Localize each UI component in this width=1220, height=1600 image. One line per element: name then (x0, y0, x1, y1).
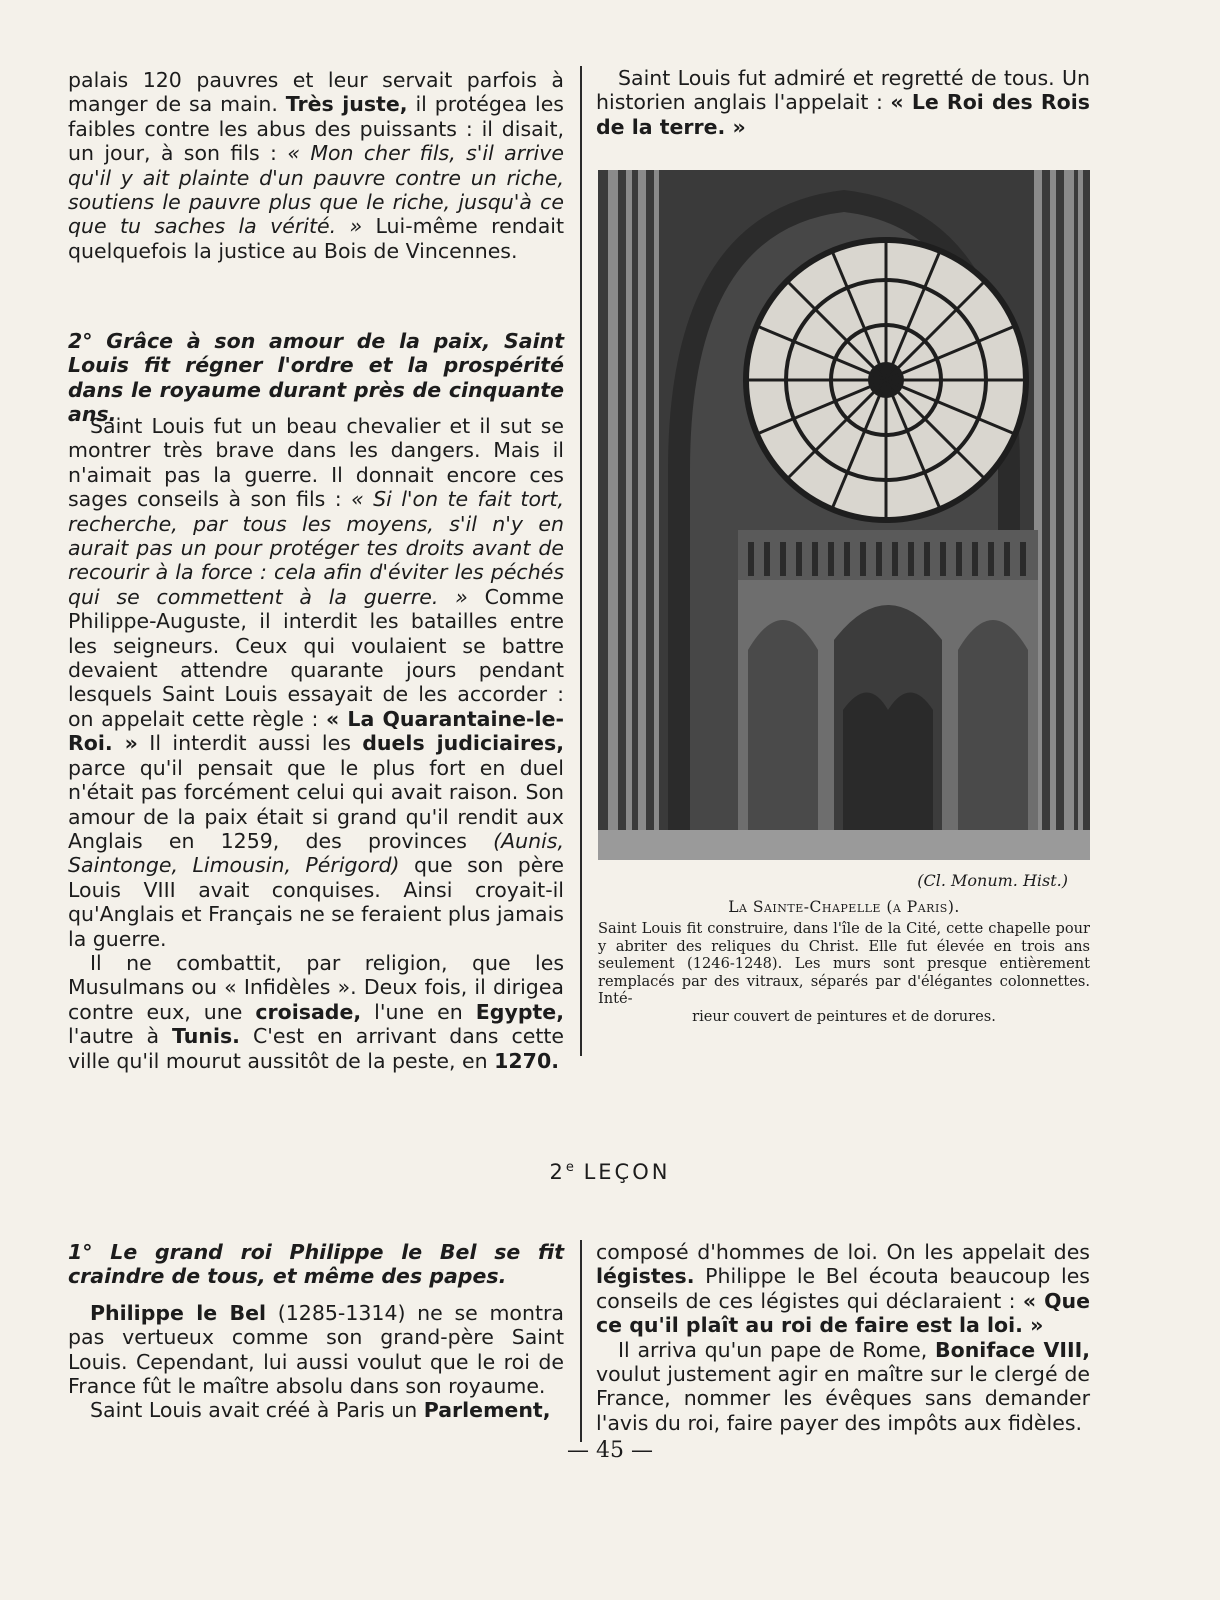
right-column-top (596, 66, 1090, 139)
paragraph-peace (68, 414, 564, 951)
caption-last-line: rieur couvert de peintures et de dorures. (692, 1007, 996, 1025)
column-divider-bottom (580, 1240, 582, 1442)
bold-run: Très juste, (285, 92, 408, 117)
bold-run: croisade, (255, 999, 362, 1024)
bold-run: Philippe le Bel (90, 1300, 267, 1325)
text-run: Philippe le Bel écouta beaucoup les conseils de ces légistes qui déclaraient : (596, 1264, 1090, 1313)
bold-run: 1270. (494, 1048, 559, 1073)
quote-run: « Mon cher fils, s'il arrive qu'il y ait plainte d'un pauvre contre un riche, soutiens le pauvre plus que le riche, jusqu'à ce que tu saches la vérité. » (68, 141, 564, 239)
bold-run: légistes. (596, 1264, 695, 1289)
sainte-chapelle-illustration (598, 170, 1090, 860)
paragraph-parlement (68, 1398, 564, 1422)
text-run: Il interdit aussi les (137, 731, 363, 756)
bold-run: Parlement, (423, 1398, 551, 1423)
text-run: Il arriva qu'un pape de Rome, (618, 1337, 935, 1362)
text-run: (1285-1314) ne se montra pas vertueux comme son grand-père Saint Louis. Cependant, lui aussi voulut que le roi de France fût le maître absolu dans son royaume. (68, 1300, 564, 1399)
text-run: Lui-même rendait quelquefois la justice au Bois de Vincennes. (68, 214, 564, 263)
bold-run: Egypte, (475, 999, 564, 1024)
caption-text: Saint Louis fit construire, dans l'île de la Cité, cette chapelle pour y abriter des reliques du Christ. Elle fut élevée en trois ans seulement (1246-1248). Les murs sont presque entièrement remplacés par des vitraux, séparés par d'élégantes colonnettes. Inté- (598, 920, 1090, 1008)
text-run: Il ne combattit, par religion, que les Musulmans ou « Infidèles ». Deux fois, il dirigea contre eux, une (68, 950, 564, 1024)
text-run: il protégea les faibles contre les abus des puissants : il disait, un jour, à son fils : (68, 92, 564, 166)
section-2-heading: 2° Grâce à son amour de la paix, Saint Louis fit régner l'ordre et la prospérité dans le royaume durant près de cinquante ans. (68, 329, 564, 427)
text-run: Saint Louis fut un beau chevalier et il sut se montrer très brave dans les dangers. Mais il n'aimait pas la guerre. Il donnait encore ces sages conseils à son fils : (68, 414, 564, 512)
text-run: l'une en (361, 999, 476, 1024)
right-column-bottom (596, 1240, 1090, 1435)
italic-run: (Aunis, Saintonge, Limousin, Périgord) (68, 828, 564, 878)
bold-run: « Le Roi des Rois de la terre. » (596, 90, 1090, 139)
text-run: voulut justement agir en maître sur le clergé de France, nommer les évêques sans demander l'avis du roi, faire payer des impôts aux fidèles. (596, 1362, 1090, 1435)
lesson-word: LEÇON (573, 1160, 671, 1184)
paragraph-roi-des-rois (596, 66, 1090, 139)
lesson-number: 2 (549, 1160, 566, 1184)
paragraph-crusades (68, 951, 564, 1073)
quote-run: « Si l'on te fait tort, recherche, par tous les moyens, s'il n'y en aurait pas un pour protéger tes droits avant de recourir à la force : cela afin d'éviter les péchés qui se commettent à la guerre. » (68, 487, 564, 609)
text-run: C'est en arrivant dans cette ville qu'il mourut aussitôt de la peste, en (68, 1024, 565, 1073)
text-run: Comme Philippe-Auguste, il interdit les batailles entre les seigneurs. Ceux qui voulaient se battre devaient attendre quarante jours pendant lesquels Saint Louis essayait de les accorder : on appelait cette règle : (68, 584, 564, 731)
figure-caption (598, 920, 1090, 1026)
text-run: l'autre à (68, 1024, 173, 1049)
paragraph-boniface (596, 1338, 1090, 1436)
bold-run: « Que ce qu'il plaît au roi de faire est la loi. » (596, 1288, 1091, 1338)
lesson-heading (0, 1160, 1220, 1184)
text-run: que son père Louis VIII avait conquises. Ainsi croyait-il qu'Anglais et Français ne se feraient plus jamais la guerre. (68, 853, 564, 951)
left-column-top (68, 68, 564, 263)
bold-run: « La Quarantaine-le-Roi. » (68, 706, 564, 756)
figure-title: La Sainte-Chapelle (a Paris). (728, 898, 960, 916)
bold-run: Tunis. (172, 1024, 240, 1049)
section-2-body (68, 414, 564, 1073)
sainte-chapelle-photo (598, 170, 1090, 860)
paragraph-philippe-le-bel (68, 1301, 564, 1399)
section-1-heading: 1° Le grand roi Philippe le Bel se fit craindre de tous, et même des papes. (68, 1240, 564, 1289)
lesson-number-suffix: e (565, 1160, 574, 1175)
paragraph-saint-louis-justice (68, 68, 564, 263)
text-run: Saint Louis fut admiré et regretté de tous. Un historien anglais l'appelait : (596, 66, 1090, 115)
photo-credit: (Cl. Monum. Hist.) (917, 871, 1068, 890)
column-divider-top (580, 66, 582, 1056)
text-run: Saint Louis avait créé à Paris un (90, 1398, 424, 1423)
text-run: composé d'hommes de loi. On les appelait des (596, 1240, 1090, 1264)
left-column-bottom (68, 1240, 564, 1423)
text-run: parce qu'il pensait que le plus fort en duel n'était pas forcément celui qui avait raison. Son amour de la paix était si grand qu'il rendit aux Anglais en 1259, des provinces (68, 755, 564, 853)
paragraph-legistes (596, 1240, 1090, 1338)
bold-run: Boniface VIII, (934, 1337, 1091, 1362)
text-run: palais 120 pauvres et leur servait parfois à manger de sa main. (68, 68, 564, 117)
bold-run: duels judiciaires, (362, 731, 565, 756)
page-number: — 45 — (567, 1438, 653, 1463)
